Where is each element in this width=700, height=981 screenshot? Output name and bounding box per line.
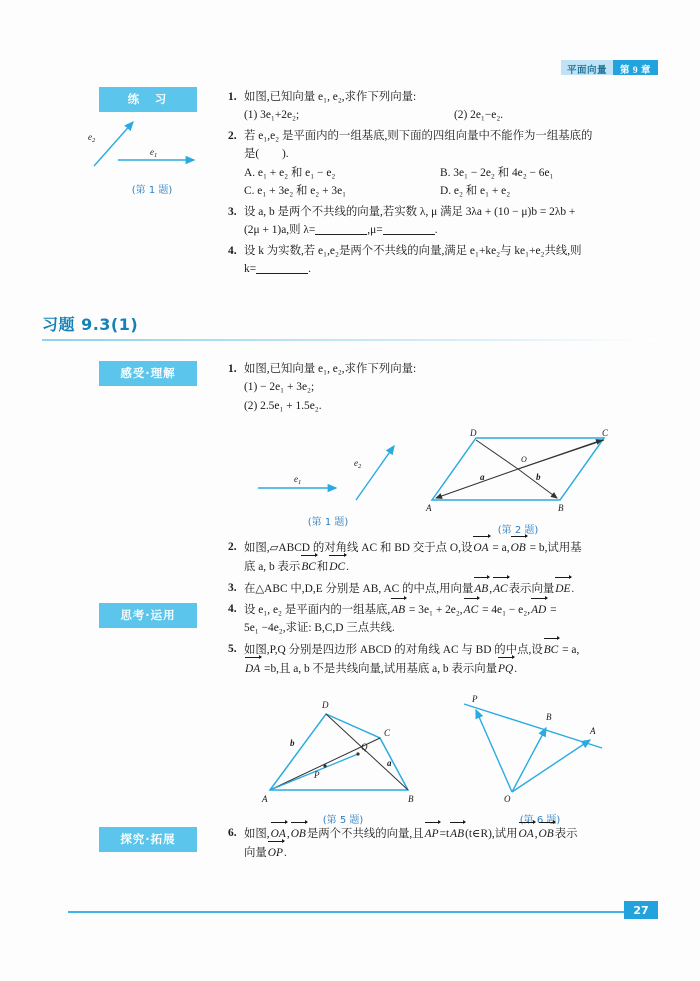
feel-question-list-2 <box>228 538 646 600</box>
explore-item-6-text-3: 是两个不共线的向量,且 <box>306 828 424 840</box>
think-tag: 思考·运用 <box>100 604 196 627</box>
practice-item-2-stem-2: 是( ). <box>244 148 289 161</box>
practice-item-1-sub-1: (1) 3e₁+2e₂; <box>244 109 300 122</box>
think-figure-6 <box>450 692 630 826</box>
feel-item-3-text-2: , <box>489 582 493 595</box>
practice-item-1 <box>228 88 646 125</box>
practice-item-4-blank-k[interactable] <box>256 273 308 274</box>
quad-label-Q: Q <box>361 742 368 752</box>
explore-question-list <box>228 824 646 865</box>
ray-label-B: B <box>546 712 552 722</box>
vertex-label-C: C <box>602 428 609 438</box>
practice-item-1-stem: 如图,已知向量 e₁, e₂,求作下列向量: <box>244 91 417 103</box>
vector-OA-6: OA <box>271 824 286 843</box>
practice-vectors-svg <box>88 112 216 174</box>
quad-label-B: B <box>408 794 414 804</box>
feel-vectors-svg <box>248 438 408 506</box>
vector-AC-4: AC <box>464 600 479 619</box>
practice-item-1-sub-2: (2) 2e₁−e₂. <box>454 109 504 122</box>
feel-item-1-stem: 如图,已知向量 e₁, e₂,求作下列向量: <box>244 363 417 375</box>
vertex-label-D: D <box>470 428 477 438</box>
vector-OP-6: OP <box>268 843 283 862</box>
running-head-subject: 平面向量 <box>561 60 613 75</box>
practice-figure-1 <box>88 112 216 196</box>
quad-label-P: P <box>314 770 320 780</box>
practice-tag: 练 习 <box>100 88 196 111</box>
practice-item-3-mu-text: ,μ= <box>367 224 383 237</box>
vertex-label-A: A <box>426 503 432 513</box>
ray-label-A: A <box>590 726 596 736</box>
feel-item-2-text-1: 如图,▱ABCD 的对角线 AC 和 BD 交于点 O,设 <box>244 542 473 554</box>
practice-question-list <box>228 88 646 281</box>
practice-item-4-k-text: k= <box>244 263 257 276</box>
practice-item-4-stem: 设 k 为实数,若 e₁,e₂是两个不共线的向量,满足 e₁+ke₂与 ke₁+e₂共线,则 <box>244 244 582 257</box>
quad-label-C: C <box>384 728 391 738</box>
vertex-label-O: O <box>521 455 527 464</box>
practice-item-3-stem: 设 a, b 是两个不共线的向量,若实数 λ, μ 满足 3λa + (10 − μ)b = 2λb + <box>244 205 576 218</box>
vector-AD-4: AD <box>531 600 546 619</box>
quad-vector-b: b <box>290 738 295 748</box>
practice-item-4 <box>228 242 646 279</box>
running-head <box>561 60 658 75</box>
quad-vector-a: a <box>387 758 392 768</box>
vector-label-a: a <box>480 472 485 482</box>
practice-item-2-options-row-1 <box>244 164 646 182</box>
practice-item-4-period: . <box>308 263 311 276</box>
explore-item-6-text-7: 表示 <box>554 828 578 840</box>
vector-AC: AC <box>493 579 508 598</box>
feel-item-2-text-3: = b,试用基 <box>526 542 582 554</box>
feel-item-1-sub-2: (2) 2.5e₁ + 1.5e₂. <box>244 399 322 412</box>
think-item-4-text-2: = 3e₁ + 2e₂, <box>406 604 463 616</box>
vertex-label-B: B <box>558 503 564 513</box>
vector-OB-6b: OB <box>539 824 554 843</box>
vector-OB: OB <box>511 538 526 557</box>
explore-item-6-line-1 <box>244 824 646 843</box>
explore-tag: 探究·拓展 <box>100 828 196 851</box>
practice-item-4-number: 4. <box>228 244 237 257</box>
think-item-5-line-1 <box>244 640 646 659</box>
ray-label-P: P <box>472 694 478 704</box>
think-item-4-text-4: = <box>547 604 557 616</box>
svg-text:e2: $e_2$ <box>88 132 96 144</box>
explore-item-6-text-6: , <box>534 828 538 840</box>
vector-AP-6: AP <box>425 824 439 843</box>
practice-figure-1-caption: (第 1 题) <box>131 185 173 196</box>
vector-AB: AB <box>474 579 488 598</box>
think-item-4-line-2: 5e₁ −4e₂,求证: B,C,D 三点共线. <box>244 622 395 635</box>
feel-item-3-line-1 <box>244 579 646 598</box>
vector-DE: DE <box>555 579 570 598</box>
vector-PQ-5: PQ <box>498 659 513 678</box>
feel-item-3-number: 3. <box>228 581 237 594</box>
vector-AB-4: AB <box>391 600 405 619</box>
feel-item-3 <box>228 579 646 598</box>
think-item-4-line-1 <box>244 600 646 619</box>
think-item-4-text-3: = 4e₁ − e₂, <box>479 604 531 616</box>
vector-label-b: b <box>536 472 541 482</box>
think-item-5-number: 5. <box>228 642 237 655</box>
feel-item-2-text-2: = a, <box>489 542 510 554</box>
feel-figure-1-caption: (第 1 题) <box>307 517 349 528</box>
practice-item-1-number: 1. <box>228 91 237 103</box>
practice-item-3-stem-2 <box>244 221 646 239</box>
feel-item-3-text-3: 表示向量 <box>508 582 555 595</box>
vector-DC: DC <box>329 557 345 576</box>
think-item-5-text-2: = a, <box>559 643 580 656</box>
rays-svg <box>450 692 630 804</box>
think-item-4 <box>228 600 646 638</box>
practice-item-3 <box>228 203 646 240</box>
section-heading-rule <box>42 339 658 341</box>
think-figure-5-caption: (第 5 题) <box>322 815 364 826</box>
think-item-4-number: 4. <box>228 603 237 615</box>
section-heading-title: 习题 9.3(1) <box>42 315 139 334</box>
practice-item-1-subs <box>244 106 646 124</box>
think-item-5-text-1: 如图,P,Q 分别是四边形 ABCD 的对角线 AC 与 BD 的中点,设 <box>244 643 543 656</box>
feel-tag: 感受·理解 <box>100 362 196 385</box>
think-item-5-text-4: . <box>514 663 518 676</box>
footer-rule <box>68 911 658 913</box>
explore-item-6-text-4: =t <box>439 828 450 840</box>
feel-figure-1 <box>248 438 408 528</box>
explore-item-6-line-2 <box>244 843 646 862</box>
practice-item-4-stem-2 <box>244 260 646 278</box>
quad-label-A: A <box>262 794 268 804</box>
explore-item-6-text-8: 向量 <box>244 847 267 860</box>
vector-OA: OA <box>473 538 488 557</box>
feel-item-1-number: 1. <box>228 363 237 375</box>
think-question-list <box>228 600 646 681</box>
feel-item-2-number: 2. <box>228 541 237 553</box>
practice-item-3-period: . <box>434 224 438 237</box>
practice-item-3-blank-lambda[interactable] <box>315 234 367 235</box>
practice-item-3-lambda-text: (2μ + 1)a,则 λ= <box>244 224 316 237</box>
parallelogram-svg <box>418 428 618 514</box>
svg-text:e1: $e_1$ <box>150 147 158 159</box>
section-heading <box>42 312 658 341</box>
feel-item-2-line-2 <box>244 557 646 576</box>
think-item-5-line-2 <box>244 659 646 678</box>
feel-item-1-sub-1: (1) − 2e₁ + 3e₂; <box>244 381 315 394</box>
think-item-4-text-1: 设 e₁, e₂ 是平面内的一组基底, <box>244 604 391 616</box>
feel-item-2-text-4: 底 a, b 表示 <box>244 561 301 574</box>
quadrilateral-svg <box>248 692 438 804</box>
feel-item-2-text-5: 和 <box>316 561 329 574</box>
feel-item-3-text-4: . <box>571 582 575 595</box>
explore-item-6-text-1: 如图, <box>244 828 270 840</box>
feel-item-2 <box>228 538 646 577</box>
explore-item-6-text-2: , <box>286 828 290 840</box>
quad-label-D: D <box>322 700 329 710</box>
think-item-5-text-3: =b,且 a, b 不是共线向量,试用基底 a, b 表示向量 <box>261 663 497 676</box>
vector-OB-6: OB <box>291 824 306 843</box>
feel-figure-2-caption: (第 2 题) <box>497 525 539 536</box>
feel-item-1 <box>228 360 646 415</box>
vector-BC-5: BC <box>544 640 559 659</box>
svg-text:e1: $e_1$ <box>294 474 302 486</box>
feel-figure-2 <box>418 428 618 536</box>
practice-item-3-blank-mu[interactable] <box>383 234 435 235</box>
think-figure-5 <box>248 692 438 826</box>
vector-DA-5: DA <box>245 659 260 678</box>
vector-OA-6b: OA <box>519 824 534 843</box>
explore-item-6-text-9: . <box>283 847 287 860</box>
svg-text:e2: $e_2$ <box>354 458 362 470</box>
practice-item-2-option-b: B. 3e₁ − 2e₂ 和 4e₂ − 6e₁ <box>440 166 554 179</box>
practice-item-3-number: 3. <box>228 205 237 218</box>
feel-question-list <box>228 360 646 417</box>
practice-item-2-option-c: C. e₁ + 3e₂ 和 e₂ + 3e₁ <box>244 185 347 198</box>
practice-item-2-options-row-2 <box>244 182 646 200</box>
page-number: 27 <box>624 901 658 919</box>
practice-item-2-stem: 若 e₁,e₂ 是平面内的一组基底,则下面的四组向量中不能作为一组基底的 <box>244 129 593 142</box>
vector-AB-6: AB <box>450 824 464 843</box>
explore-item-6-text-5: (t∈R),试用 <box>465 828 518 840</box>
vector-BC: BC <box>301 557 316 576</box>
think-item-5 <box>228 640 646 679</box>
running-head-chapter: 第 9 章 <box>613 60 658 75</box>
feel-item-2-text-6: . <box>346 561 349 574</box>
ray-label-O: O <box>504 794 511 804</box>
think-figure-6-caption: (第 6 题) <box>519 815 561 826</box>
feel-item-3-text-1: 在△ABC 中,D,E 分别是 AB, AC 的中点,用向量 <box>244 582 474 595</box>
explore-item-6-number: 6. <box>228 827 237 839</box>
practice-item-2-option-a: A. e₁ + e₂ 和 e₁ − e₂ <box>244 166 336 179</box>
practice-item-2-number: 2. <box>228 129 237 142</box>
explore-item-6 <box>228 824 646 863</box>
practice-item-2-option-d: D. e₂ 和 e₁ + e₂ <box>440 185 511 198</box>
practice-item-2 <box>228 127 646 201</box>
